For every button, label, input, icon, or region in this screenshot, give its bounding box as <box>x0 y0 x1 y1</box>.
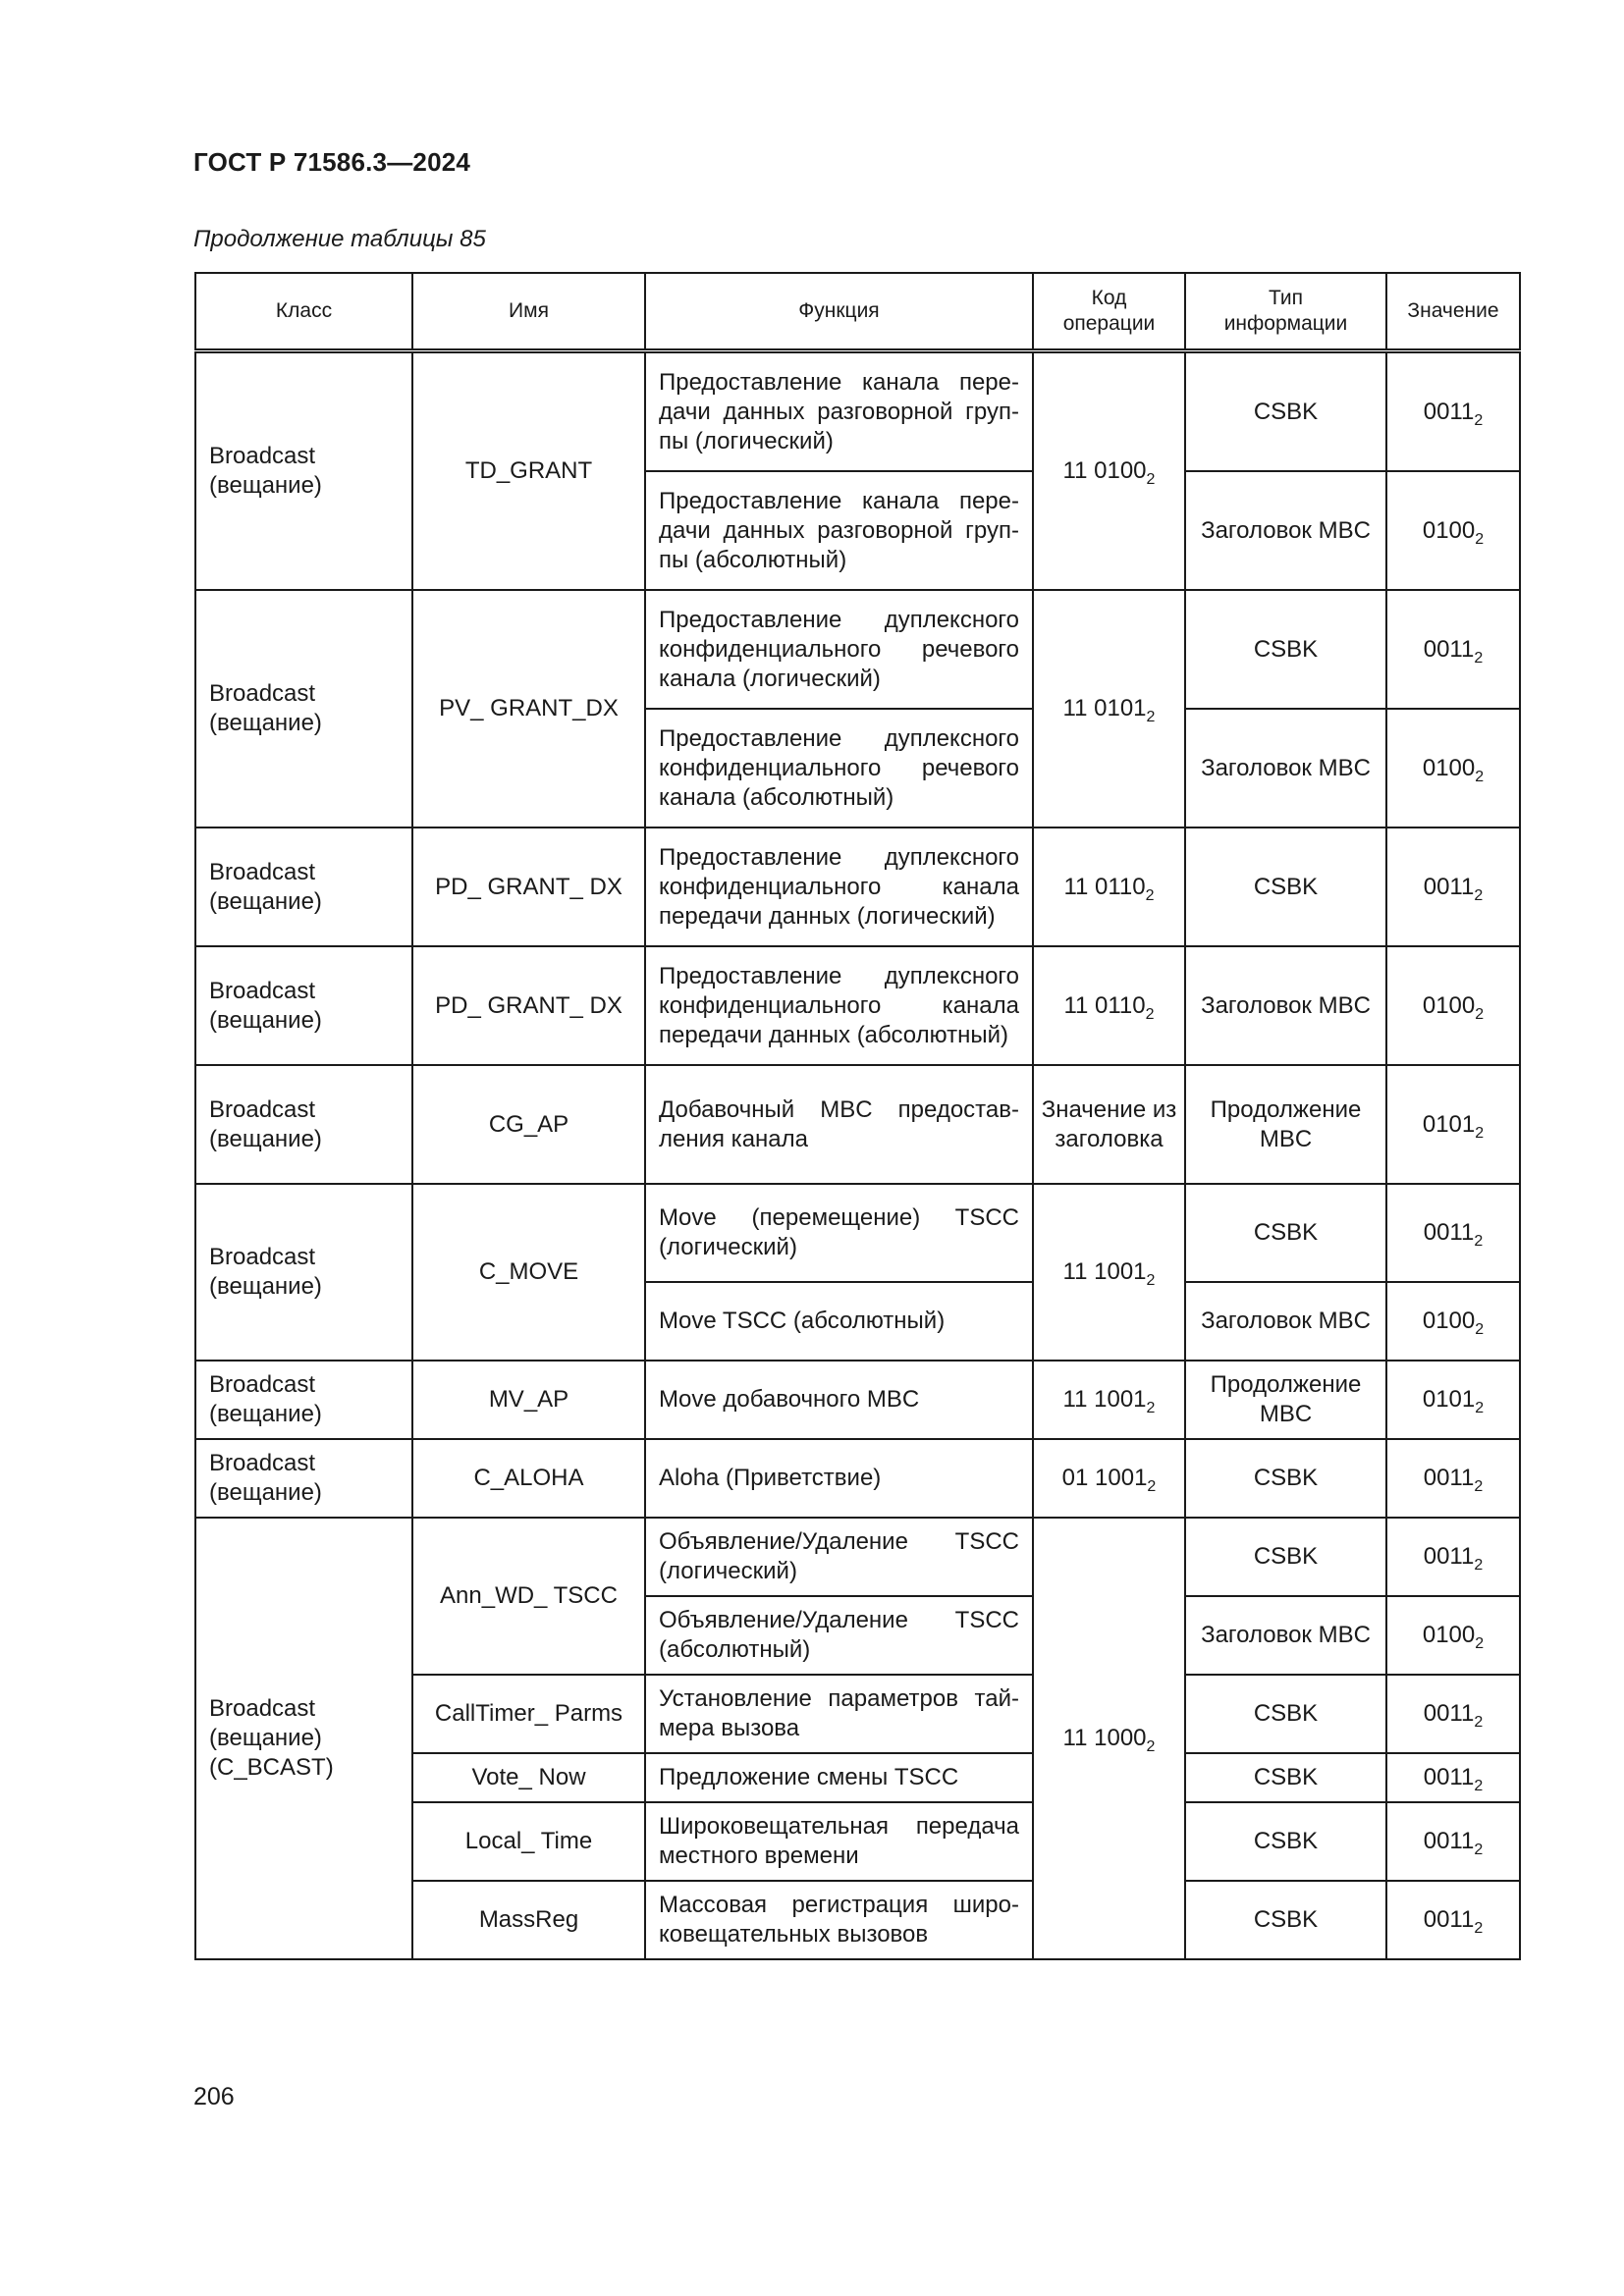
class-subtext: (вещание) <box>209 887 322 915</box>
header-code-line2: операции <box>1062 312 1156 335</box>
function-cell: Move добавочного MBC <box>645 1361 1033 1439</box>
function-cell: Move (перемещение) TSCC (логический) <box>645 1184 1033 1282</box>
type-cell: Продолжение MBC <box>1185 1361 1386 1439</box>
value-subscript: 2 <box>1475 1635 1485 1652</box>
name-cell: Ann_WD_ TSCC <box>412 1518 645 1675</box>
class-subtext: (вещание) <box>209 1725 322 1751</box>
value-cell <box>1386 351 1520 472</box>
class-cell <box>195 1439 412 1518</box>
type-cell: CSBK <box>1185 1439 1386 1518</box>
value-text: 0100 <box>1422 516 1476 544</box>
function-cell: Широковещательная передача местного времени <box>645 1802 1033 1881</box>
code-text: 11 0101 <box>1062 695 1147 721</box>
header-type <box>1185 273 1386 351</box>
class-code-text: (C_BCAST) <box>209 1754 334 1781</box>
code-text: 11 0110 <box>1063 873 1146 900</box>
header-type-line2: информации <box>1223 312 1348 335</box>
function-cell: Предоставление дуплексного конфиденциального речевого канала (логический) <box>645 590 1033 709</box>
code-cell <box>1033 1439 1185 1518</box>
code-text: 11 1001 <box>1062 1258 1147 1285</box>
value-text: 0011 <box>1423 1465 1475 1491</box>
type-cell: CSBK <box>1185 828 1386 946</box>
type-cell: CSBK <box>1185 351 1386 472</box>
name-cell: MV_AP <box>412 1361 645 1439</box>
class-subtext: (вещание) <box>209 1273 322 1300</box>
value-cell <box>1386 1518 1520 1596</box>
value-text: 0100 <box>1422 991 1476 1019</box>
table-row <box>195 946 1520 1065</box>
value-subscript: 2 <box>1475 768 1485 785</box>
function-cell: Добавочный MBC предоставления канала <box>645 1065 1033 1184</box>
value-subscript: 2 <box>1474 1714 1484 1731</box>
value-text: 0011 <box>1423 1543 1475 1570</box>
value-cell <box>1386 1675 1520 1753</box>
type-cell: CSBK <box>1185 1675 1386 1753</box>
value-subscript: 2 <box>1474 1920 1484 1937</box>
value-subscript: 2 <box>1474 1778 1484 1794</box>
header-name: Имя <box>412 273 645 351</box>
value-cell <box>1386 590 1520 709</box>
code-cell <box>1033 351 1185 591</box>
code-cell <box>1033 1361 1185 1439</box>
class-text: Broadcast <box>209 1244 316 1270</box>
table-row <box>195 351 1520 472</box>
function-cell: Move TSCC (абсолютный) <box>645 1282 1033 1361</box>
table-caption: Продолжение таблицы 85 <box>193 226 486 252</box>
code-subscript: 2 <box>1147 1478 1157 1495</box>
table-row <box>195 1439 1520 1518</box>
type-cell: CSBK <box>1185 590 1386 709</box>
class-cell <box>195 1361 412 1439</box>
code-cell <box>1033 1518 1185 1959</box>
function-cell: Предоставление канала передачи данных разговорной группы (логический) <box>645 351 1033 472</box>
class-cell <box>195 946 412 1065</box>
class-cell <box>195 1184 412 1361</box>
header-code <box>1033 273 1185 351</box>
value-text: 0100 <box>1422 1622 1476 1648</box>
name-cell: Local_ Time <box>412 1802 645 1881</box>
value-text: 0011 <box>1423 1828 1475 1854</box>
code-subscript: 2 <box>1146 709 1156 725</box>
value-cell <box>1386 1802 1520 1881</box>
value-subscript: 2 <box>1474 1557 1484 1574</box>
value-cell <box>1386 946 1520 1065</box>
document-header: ГОСТ Р 71586.3—2024 <box>193 147 471 177</box>
function-cell: Предложение смены TSCC <box>645 1753 1033 1802</box>
name-cell: TD_GRANT <box>412 351 645 591</box>
value-cell <box>1386 471 1520 590</box>
function-cell: Установление параметров таймера вызова <box>645 1675 1033 1753</box>
name-cell: C_ALOHA <box>412 1439 645 1518</box>
table-row <box>195 1361 1520 1439</box>
value-subscript: 2 <box>1475 1124 1485 1142</box>
spec-table <box>194 272 1521 1960</box>
type-cell: CSBK <box>1185 1518 1386 1596</box>
code-subscript: 2 <box>1146 1272 1156 1289</box>
code-subscript: 2 <box>1146 471 1156 488</box>
value-text: 0011 <box>1423 635 1475 663</box>
type-cell: Заголовок MBC <box>1185 1596 1386 1675</box>
value-text: 0011 <box>1423 873 1475 900</box>
name-cell: C_MOVE <box>412 1184 645 1361</box>
type-cell: CSBK <box>1185 1802 1386 1881</box>
code-cell <box>1033 1065 1185 1184</box>
header-code-line1: Код <box>1091 287 1127 309</box>
code-subscript: 2 <box>1145 1005 1155 1023</box>
table-header-row <box>195 273 1520 351</box>
class-cell <box>195 351 412 591</box>
code-subscript: 2 <box>1145 886 1155 904</box>
value-subscript: 2 <box>1474 1233 1484 1250</box>
table-row <box>195 1518 1520 1596</box>
value-text: 0100 <box>1422 1308 1476 1334</box>
name-cell: PV_ GRANT_DX <box>412 590 645 828</box>
value-cell <box>1386 1065 1520 1184</box>
code-text: 11 0100 <box>1062 457 1147 484</box>
value-cell <box>1386 828 1520 946</box>
name-cell: MassReg <box>412 1881 645 1959</box>
name-cell: PD_ GRANT_ DX <box>412 946 645 1065</box>
table-row <box>195 1184 1520 1282</box>
header-type-line1: Тип <box>1268 287 1303 309</box>
value-subscript: 2 <box>1475 1321 1485 1338</box>
type-cell: Заголовок MBC <box>1185 946 1386 1065</box>
class-text: Broadcast <box>209 1095 316 1123</box>
table-row <box>195 590 1520 709</box>
type-cell: Заголовок MBC <box>1185 1282 1386 1361</box>
class-text: Broadcast <box>209 1450 316 1476</box>
code-cell <box>1033 1184 1185 1361</box>
value-cell <box>1386 1596 1520 1675</box>
value-subscript: 2 <box>1475 530 1485 548</box>
class-cell <box>195 590 412 828</box>
code-text: 11 1000 <box>1062 1725 1147 1751</box>
value-text: 0011 <box>1423 398 1475 425</box>
class-text: Broadcast <box>209 977 316 1004</box>
type-cell: Заголовок MBC <box>1185 709 1386 828</box>
code-text: 01 1001 <box>1061 1465 1148 1491</box>
code-cell <box>1033 946 1185 1065</box>
value-text: 0101 <box>1422 1110 1476 1138</box>
class-text: Broadcast <box>209 1695 316 1722</box>
type-cell: Заголовок MBC <box>1185 471 1386 590</box>
value-cell <box>1386 1753 1520 1802</box>
code-cell <box>1033 828 1185 946</box>
class-subtext: (вещание) <box>209 1401 322 1427</box>
class-text: Broadcast <box>209 443 316 469</box>
function-cell: Предоставление дуплексного конфиденциального канала передачи данных (логический) <box>645 828 1033 946</box>
function-cell: Объявление/Удаление TSCC (логический) <box>645 1518 1033 1596</box>
value-cell <box>1386 709 1520 828</box>
header-value: Значение <box>1386 273 1520 351</box>
value-text: 0011 <box>1423 1906 1475 1933</box>
function-cell: Предоставление канала передачи данных разговорной группы (абсолютный) <box>645 471 1033 590</box>
value-subscript: 2 <box>1475 1005 1485 1023</box>
value-subscript: 2 <box>1475 1400 1485 1416</box>
value-text: 0100 <box>1422 754 1476 781</box>
type-cell: Продолжение MBC <box>1185 1065 1386 1184</box>
name-cell: Vote_ Now <box>412 1753 645 1802</box>
code-text: 11 0110 <box>1063 991 1146 1019</box>
value-subscript: 2 <box>1474 1842 1484 1858</box>
class-cell <box>195 828 412 946</box>
class-text: Broadcast <box>209 680 316 707</box>
class-cell <box>195 1518 412 1959</box>
type-cell: CSBK <box>1185 1184 1386 1282</box>
value-subscript: 2 <box>1474 1478 1484 1495</box>
code-text: 11 1001 <box>1062 1386 1147 1413</box>
value-cell <box>1386 1439 1520 1518</box>
value-text: 0101 <box>1422 1386 1476 1413</box>
value-cell <box>1386 1184 1520 1282</box>
name-cell: CallTimer_ Parms <box>412 1675 645 1753</box>
value-subscript: 2 <box>1474 649 1484 667</box>
code-subscript: 2 <box>1146 1738 1156 1755</box>
value-cell <box>1386 1361 1520 1439</box>
class-subtext: (вещание) <box>209 710 322 736</box>
class-text: Broadcast <box>209 1371 316 1398</box>
value-text: 0011 <box>1423 1219 1475 1246</box>
page-number: 206 <box>193 2083 235 2110</box>
name-cell: CG_AP <box>412 1065 645 1184</box>
class-text: Broadcast <box>209 858 316 885</box>
class-subtext: (вещание) <box>209 1479 322 1506</box>
header-class: Класс <box>195 273 412 351</box>
table-row <box>195 1065 1520 1184</box>
code-cell <box>1033 590 1185 828</box>
type-cell: CSBK <box>1185 1881 1386 1959</box>
function-cell: Объявление/Удаление TSCC (абсолютный) <box>645 1596 1033 1675</box>
value-subscript: 2 <box>1474 411 1484 429</box>
name-cell: PD_ GRANT_ DX <box>412 828 645 946</box>
header-function: Функция <box>645 273 1033 351</box>
function-cell: Предоставление дуплексного конфиденциального речевого канала (абсолютный) <box>645 709 1033 828</box>
code-subscript: 2 <box>1146 1400 1156 1416</box>
class-subtext: (вещание) <box>209 1006 322 1034</box>
code-text: Значение из заголовка <box>1041 1095 1177 1152</box>
class-subtext: (вещание) <box>209 472 322 499</box>
function-cell: Aloha (Приветствие) <box>645 1439 1033 1518</box>
value-cell <box>1386 1881 1520 1959</box>
value-subscript: 2 <box>1474 886 1484 904</box>
value-cell <box>1386 1282 1520 1361</box>
type-cell: CSBK <box>1185 1753 1386 1802</box>
class-subtext: (вещание) <box>209 1125 322 1152</box>
class-cell <box>195 1065 412 1184</box>
function-cell: Предоставление дуплексного конфиденциального канала передачи данных (абсолютный) <box>645 946 1033 1065</box>
function-cell: Массовая регистрация широковещательных вызовов <box>645 1881 1033 1959</box>
table-row <box>195 828 1520 946</box>
value-text: 0011 <box>1423 1764 1475 1790</box>
value-text: 0011 <box>1423 1700 1475 1727</box>
